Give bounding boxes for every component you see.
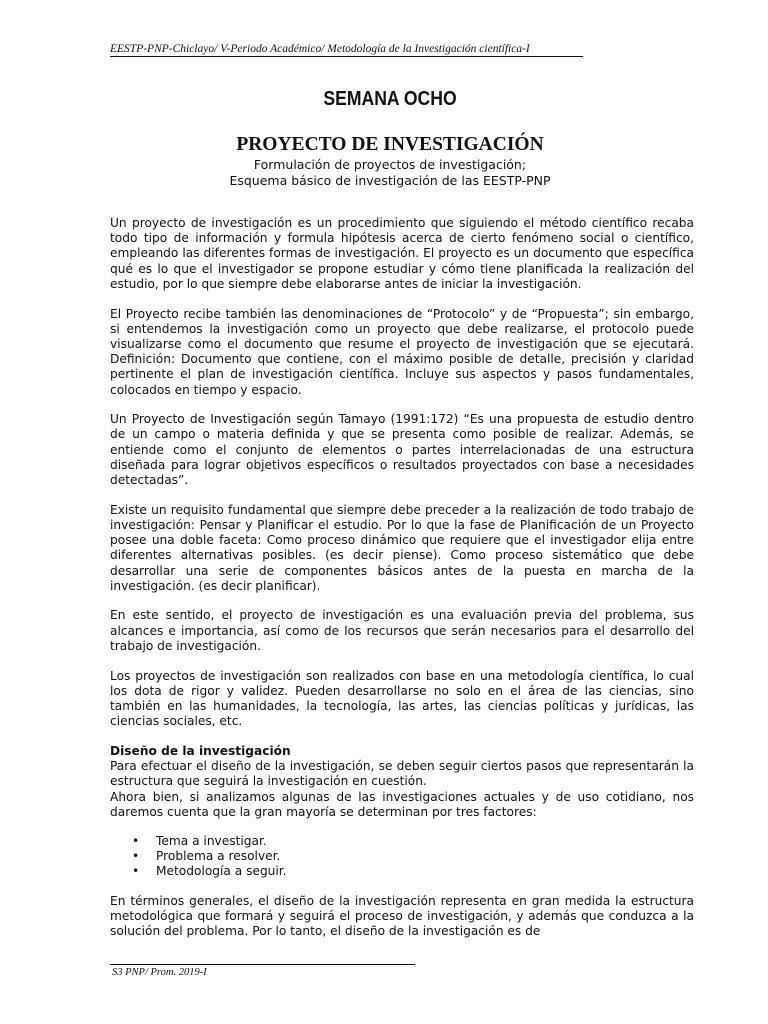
paragraph-2: El Proyecto recibe también las denominaciones de “Protocolo” y de “Propuesta”; sin embargo, si entendemos la investigación como un proyecto que debe realizarse, el protocolo puede visualizarse como el documento que resume el proyecto de investigación que se ejecutará. Definición: Documento que contiene, con el máximo posible de detalle, precisión y claridad pertinente el plan de investigación científica. Incluye sus aspectos y pasos fundamentales, colocados en tiempo y espacio. xyxy=(110,306,694,397)
list-item: • Problema a resolver. xyxy=(132,849,281,864)
paragraph-1: Un proyecto de investigación es un procedimiento que siguiendo el método científico recaba todo tipo de información y formula hipótesis acerca de cierto fenómeno social o científico, empleando las diferentes formas de investigación. El proyecto es un documento que específica qué es lo que el investigador se propone estudiar y cómo tiene planificada la realización del estudio, por lo que siempre debe elaborarse antes de iniciar la investigación. xyxy=(110,216,694,291)
document-title: PROYECTO DE INVESTIGACIÓN xyxy=(236,134,544,155)
paragraph-4: Existe un requisito fundamental que siempre debe preceder a la realización de todo trabajo de investigación: Pensar y Planificar el estudio. Por lo que la fase de Planificación de un Proyecto posee una doble faceta: Como proceso dinámico que requiere que el investigador elija entre diferentes alternativas posibles. (es decir piense). Como proceso sistemático que debe desarrollar una serie de componentes básicos antes de la puesta en marcha de la investigación. (es decir planificar). xyxy=(110,502,694,593)
subtitle-line-2: Esquema básico de investigación de las EESTP-PNP xyxy=(229,173,551,188)
paragraph-6: Los proyectos de investigación son realizados con base en una metodología científica, lo cual los dota de rigor y validez. Pueden desarrollarse no solo en el área de las ciencias, sino también en las humanidades, la tecnología, las artes, las ciencias políticas y jurídicas, las ciencias sociales, etc. xyxy=(110,668,694,729)
bullet-icon: • xyxy=(132,864,140,879)
list-item: • Metodología a seguir. xyxy=(132,864,287,879)
week-title: SEMANA OCHO xyxy=(323,88,457,110)
footer-divider xyxy=(110,964,415,965)
section-paragraph-1: Para efectuar el diseño de la investigación, se deben seguir ciertos pasos que representarán la estructura que seguirá la investigación en cuestión. xyxy=(110,759,694,789)
running-header: EESTP-PNP-Chiclayo/ V-Periodo Académico/ Metodología de la Investigación científica-I xyxy=(110,43,583,57)
subtitle-line-1: Formulación de proyectos de investigación; xyxy=(253,157,527,172)
bullet-icon: • xyxy=(132,833,140,848)
document-body xyxy=(110,216,694,939)
paragraph-3: Un Proyecto de Investigación según Tamayo (1991:172) “Es una propuesta de estudio dentro de un campo o materia definida y que se presenta como posible de realizar. Además, se entiende como el conjunto de elementos o partes interrelacionadas de una estructura diseñada para lograr objetivos específicos o resultados proyectados con base a necesidades detectadas”. xyxy=(110,412,694,488)
document-subtitle xyxy=(0,157,768,189)
factor-list xyxy=(110,834,694,880)
running-footer: S3 PNP/ Prom. 2019-I xyxy=(112,967,207,978)
bullet-icon: • xyxy=(132,849,140,864)
closing-paragraph: En términos generales, el diseño de la investigación representa en gran medida la estructura metodológica que formará y seguirá el proceso de investigación, y además que conduzca a la solución del problema. Por lo tanto, el diseño de la investigación es de xyxy=(110,893,694,938)
section-heading: Diseño de la investigación xyxy=(110,743,291,758)
paragraph-5: En este sentido, el proyecto de investigación es una evaluación previa del problema, sus alcances e importancia, así como de los recursos que serán necesarios para el desarrollo del trabajo de investigación. xyxy=(110,608,694,653)
section-paragraph-2: Ahora bien, si analizamos algunas de las investigaciones actuales y de uso cotidiano, nos daremos cuenta que la gran mayoría se determinan por tres factores: xyxy=(110,789,694,819)
list-item: • Tema a investigar. xyxy=(132,833,267,848)
